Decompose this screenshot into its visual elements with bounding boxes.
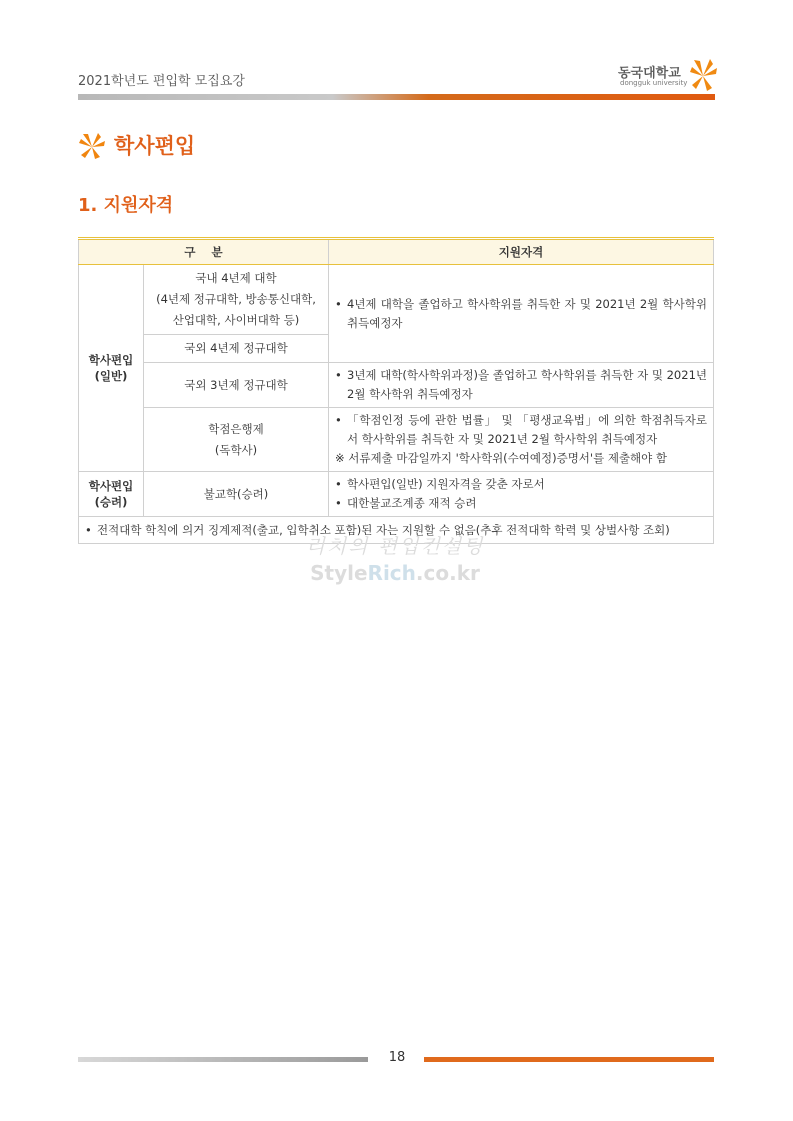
logo-subtitle: dongguk university <box>620 79 688 87</box>
leaf-bullet-icon <box>78 131 106 159</box>
footer-rule-left <box>78 1057 368 1062</box>
page-number: 18 <box>388 1050 406 1065</box>
watermark <box>260 530 530 585</box>
table-row <box>79 408 714 472</box>
university-logo <box>590 58 720 94</box>
table-note: • 전적대학 학칙에 의거 징계제적(출교, 입학취소 포함)된 자는 지원할 수 없음(추후 전적대학 학력 및 상벌사항 조회) <box>79 517 714 544</box>
qualification-credit-bank: • 「학점인정 등에 관한 법률」 및 「평생교육법」에 의한 학점취득자로서 학사학위를 취득한 자 및 2021년 2월 학사학위 취득예정자 ※ 서류제출 마감일까지 '학사학위(수여예정)증명서'를 제출해야 함 <box>329 408 714 472</box>
section-title: 학사편입 <box>114 134 196 158</box>
sub-buddhist-studies: 불교학(승려) <box>144 472 329 517</box>
sub-foreign-3yr: 국외 3년제 정규대학 <box>144 363 329 408</box>
qualification-3yr: • 3년제 대학(학사학위과정)을 졸업하고 학사학위를 취득한 자 및 2021년 2월 학사학위 취득예정자 <box>329 363 714 408</box>
header-category: 구 분 <box>79 239 329 265</box>
eligibility-table <box>78 237 714 544</box>
header-rule <box>78 94 715 100</box>
qualification-monk: • 학사편입(일반) 지원자격을 갖춘 자로서 • 대한불교조계종 재적 승려 <box>329 472 714 517</box>
table-row <box>79 363 714 408</box>
credit-bank-note: ※ 서류제출 마감일까지 '학사학위(수여예정)증명서'를 제출해야 함 <box>335 451 668 465</box>
section-heading <box>78 130 195 160</box>
category-general: 학사편입 (일반) <box>79 265 144 472</box>
document-header-title: 2021학년도 편입학 모집요강 <box>78 74 245 89</box>
table-row <box>79 265 714 335</box>
sub-domestic-4yr: 국내 4년제 대학 (4년제 정규대학, 방송통신대학, 산업대학, 사이버대학 등) <box>144 265 329 335</box>
qualification-4yr: • 4년제 대학을 졸업하고 학사학위를 취득한 자 및 2021년 2월 학사학위 취득예정자 <box>329 265 714 363</box>
subsection-title: 1. 지원자격 <box>78 195 174 216</box>
sub-foreign-4yr: 국외 4년제 정규대학 <box>144 335 329 363</box>
category-monk: 학사편입 (승려) <box>79 472 144 517</box>
logo-leaf-icon <box>688 58 718 92</box>
watermark-line-2: StyleRich.co.kr <box>310 561 480 585</box>
watermark-line-1: 리치의 편입컨설팅 <box>305 534 485 558</box>
header-qualification: 지원자격 <box>329 239 714 265</box>
logo-name: 동국대학교 <box>618 66 681 81</box>
sub-credit-bank: 학점은행제 (독학사) <box>144 408 329 472</box>
footer-rule-right <box>424 1057 714 1062</box>
table-row <box>79 472 714 517</box>
